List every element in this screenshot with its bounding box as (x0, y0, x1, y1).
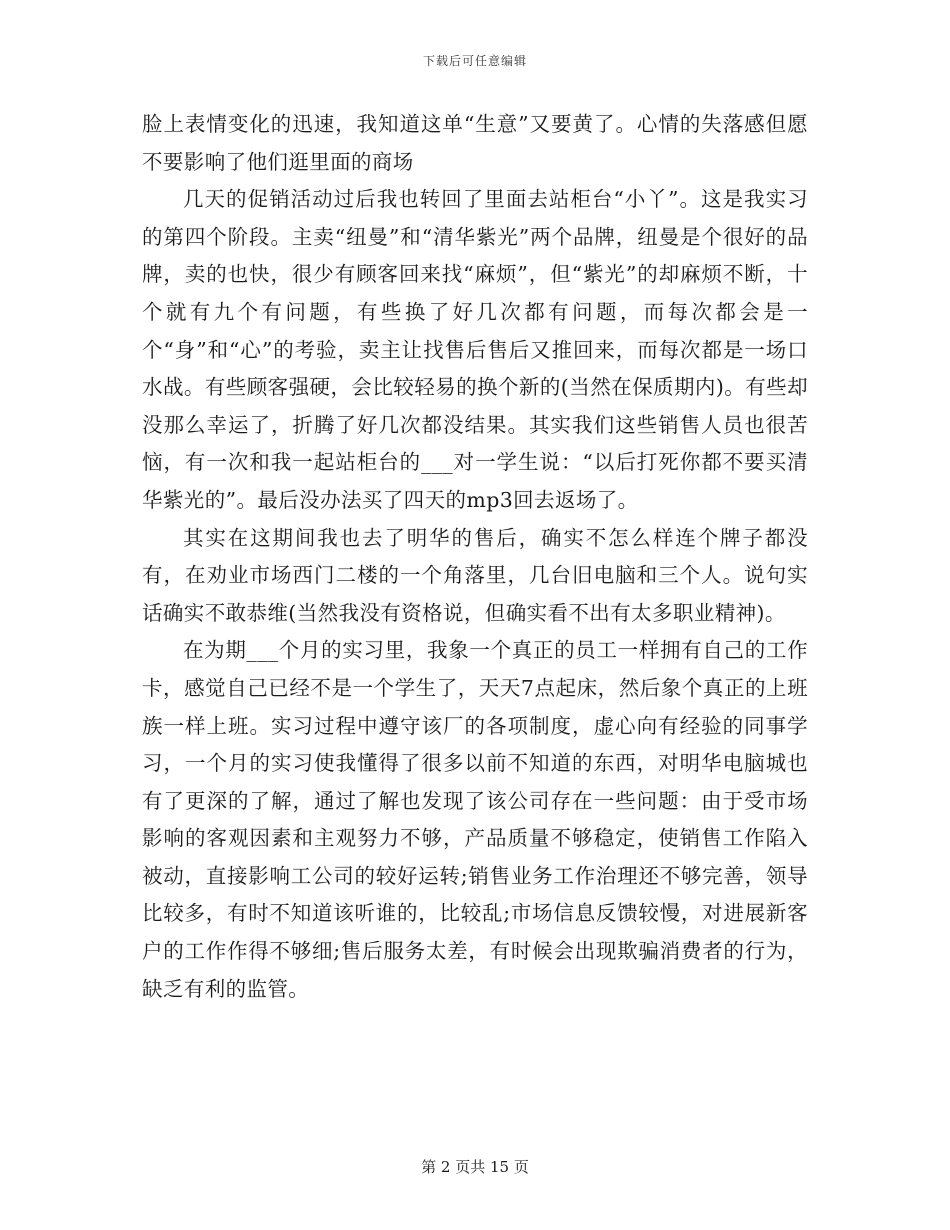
page-header-note: 下载后可任意编辑 (422, 54, 527, 68)
document-body (142, 106, 808, 1008)
paragraph-4: 在为期___个月的实习里，我象一个真正的员工一样拥有自己的工作卡，感觉自己已经不是一个学生了，天天7点起床，然后象个真正的上班族一样上班。实习过程中遵守该厂的各项制度，虚心向有经验的同事学习，一个月的实习使我懂得了很多以前不知道的东西，对明华电脑城也有了更深的了解，通过了解也发现了该公司存在一些问题：由于受市场影响的客观因素和主观努力不够，产品质量不够稳定，使销售工作陷入被动，直接影响工公司的较好运转;销售业务工作治理还不够完善，领导比较多，有时不知道该听谁的，比较乱;市场信息反馈较慢，对进展新客户的工作作得不够细;售后服务太差，有时候会出现欺骗消费者的行为，缺乏有利的监管。 (142, 638, 808, 1001)
paragraph-2: 几天的促销活动过后我也转回了里面去站柜台“小丫”。这是我实习的第四个阶段。主卖“纽曼”和“清华紫光”两个品牌，纽曼是个很好的品牌，卖的也快，很少有顾客回来找“麻烦”，但“紫光”的却麻烦不断，十个就有九个有问题，有些换了好几次都有问题，而每次都会是一个“身”和“心”的考验，卖主让找售后售后又推回来，而每次都是一场口水战。有些顾客强硬，会比较轻易的换个新的(当然在保质期内)。有些却没那么幸运了，折腾了好几次都没结果。其实我们这些销售人员也很苦恼，有一次和我一起站柜台的___对一学生说：“以后打死你都不要买清华紫光的”。最后没办法买了四天的mp3回去返场了。 (142, 187, 808, 512)
page-number: 第 2 页共 15 页 (421, 1158, 529, 1176)
paragraph-1: 脸上表情变化的迅速，我知道这单“生意”又要黄了。心情的失落感但愿不要影响了他们逛里面的商场 (142, 112, 808, 174)
paragraph-3: 其实在这期间我也去了明华的售后，确实不怎么样连个牌子都没有，在劝业市场西门二楼的一个角落里，几台旧电脑和三个人。说句实话确实不敢恭维(当然我没有资格说，但确实看不出有太多职业精神)。 (142, 525, 808, 625)
